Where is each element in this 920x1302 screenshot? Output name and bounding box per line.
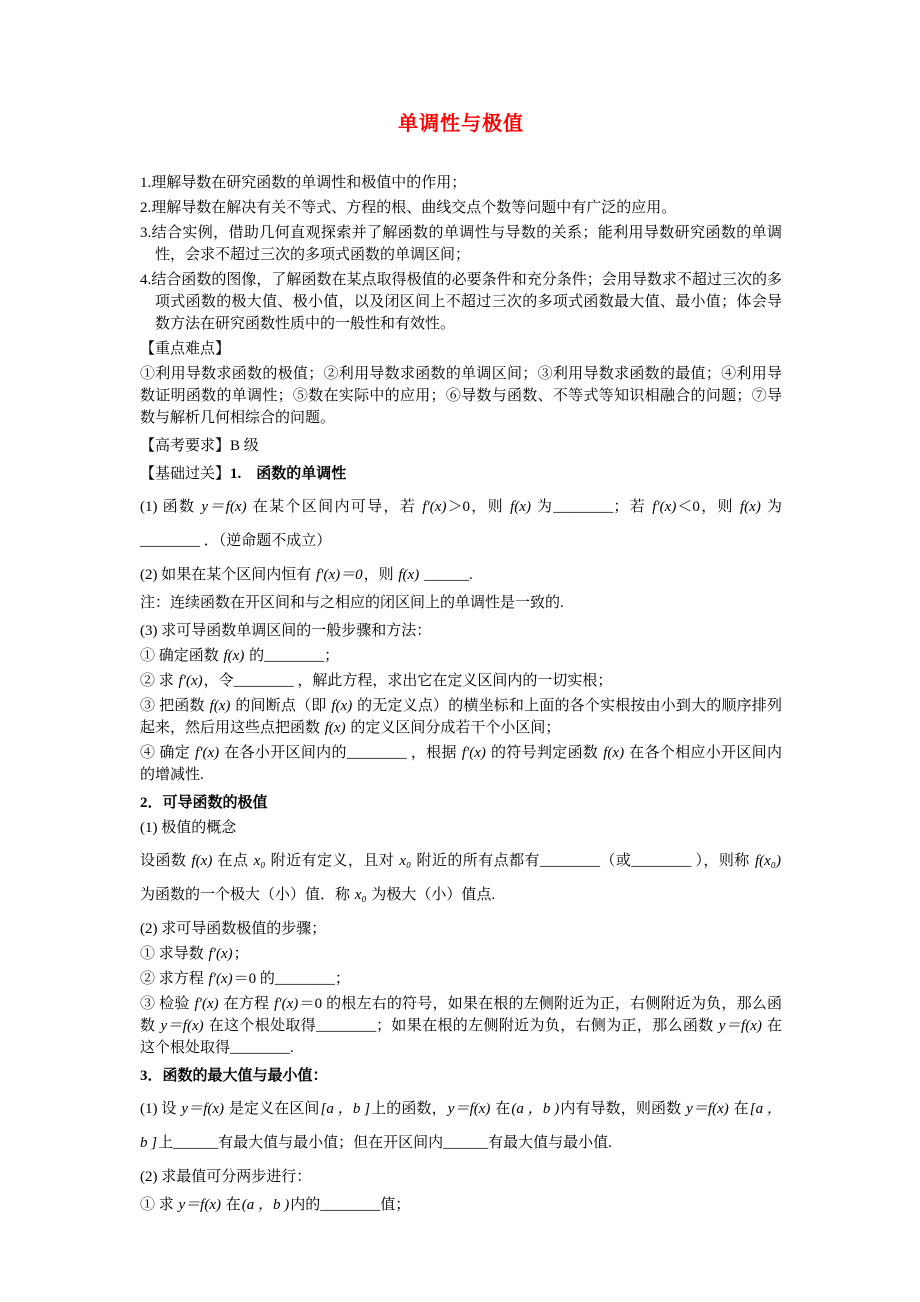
math-expression: f′(x) (652, 499, 677, 515)
math-expression: (a ，b ) (511, 1101, 560, 1117)
math-expression: (a ，b ) (241, 1197, 290, 1213)
paragraph: 2.理解导数在解决有关不等式、方程的根、曲线交点个数等问题中有广泛的应用。 (140, 200, 677, 216)
math-expression: f′(x) (422, 499, 447, 515)
paragraph: 1.理解导数在研究函数的单调性和极值中的作用； (140, 175, 467, 191)
paragraph: (2) 求可导函数极值的步骤； (140, 921, 327, 937)
paragraph: (3) 求可导函数单调区间的一般步骤和方法： (140, 623, 432, 639)
math-expression: f(x) (331, 698, 353, 714)
paragraph: ③ 把函数 f(x) 的间断点（即 f(x) 的无定义点）的横坐标和上面的各个实根按由小到大的顺序排列起来，然后用这些点把函数 f(x) 的定义区间分成若干个小区间； (140, 698, 782, 736)
paragraph: 【基础过关】1. 函数的单调性 (140, 466, 347, 482)
math-expression: y＝f(x) (447, 1101, 491, 1117)
math-expression: f(x) (510, 499, 531, 515)
paragraph: ① 确定函数 f(x) 的________； (140, 648, 340, 664)
paragraph: (2) 求最值可分两步进行： (140, 1169, 312, 1185)
math-expression: y＝f(x) (718, 1018, 762, 1034)
math-expression: f(x) (740, 499, 761, 515)
math-expression: f′(x) (194, 996, 219, 1012)
math-expression: f′(x) (274, 996, 299, 1012)
document-title: 单调性与极值 (398, 113, 524, 135)
math-expression: f′(x)＝0 (316, 567, 363, 583)
math-expression: [a ，b ] (320, 1101, 371, 1117)
paragraph: 注：连续函数在开区间和与之相应的闭区间上的单调性是一致的. (140, 595, 564, 611)
paragraph: 设函数 f(x) 在点 x₀ 附近有定义，且对 x₀ 附近的所有点都有________（或________ ），则称 f(x₀) 为函数的一个极大（小）值．称 x₀ 为极大（小）值点. (140, 853, 781, 903)
math-expression: f′(x) (195, 745, 220, 761)
paragraph: 3.结合实例，借助几何直观探索并了解函数的单调性与导数的关系；能利用导数研究函数的单调性，会求不超过三次的多项式函数的单调区间； (140, 225, 782, 263)
paragraph: 2．可导函数的极值 (140, 795, 268, 811)
paragraph: ① 求导数 f′(x)； (140, 946, 249, 962)
paragraph: ④ 确定 f′(x) 在各小开区间内的________ ，根据 f′(x) 的符号判定函数 f(x) 在各个相应小开区间内的增减性. (140, 745, 782, 783)
paragraph: ② 求方程 f′(x)＝0 的________； (140, 971, 350, 987)
paragraph: 3．函数的最大值与最小值： (140, 1068, 328, 1084)
math-expression: y＝f(x) (181, 1101, 225, 1117)
text-run: 1. 函数的单调性 (230, 466, 347, 482)
paragraph: (1) 设 y＝f(x) 是定义在区间[a ，b ]上的函数，y＝f(x) 在(a ，b )内有导数，则函数 y＝f(x) 在[a ，b ]上______有最大值与最小值；但在开区间内______有最大值与最小值. (140, 1101, 782, 1151)
math-expression: f′(x) (461, 745, 486, 761)
paragraph: ① 求 y＝f(x) 在(a ，b )内的________值； (140, 1197, 411, 1213)
paragraph: 4.结合函数的图像，了解函数在某点取得极值的必要条件和充分条件；会用导数求不超过三次的多项式函数的极大值、极小值，以及闭区间上不超过三次的多项式函数最大值、最小值；体会导数方法在研究函数性质中的一般性和有效性。 (140, 272, 782, 332)
math-expression: f(x) (191, 853, 213, 869)
paragraph: (2) 如果在某个区间内恒有 f′(x)＝0，则 f(x) ______. (140, 567, 473, 583)
paragraph: ③ 检验 f′(x) 在方程 f′(x)＝0 的根左右的符号，如果在根的左侧附近为正，右侧附近为负，那么函数 y＝f(x) 在这个根处取得________；如果在根的左侧附近为负，右侧为正，那么函数 y＝f(x) 在这个根处取得________. (140, 996, 782, 1056)
math-expression: x₀ (253, 853, 266, 869)
math-expression: f(x) (223, 648, 245, 664)
math-expression: y＝f(x) (201, 499, 247, 515)
paragraph: ①利用导数求函数的极值；②利用导数求函数的单调区间；③利用导数求函数的最值；④利用导数证明函数的单调性；⑤数在实际中的应用；⑥导数与函数、不等式等知识相融合的问题；⑦导数与解析几何相综合的问题。 (140, 366, 782, 426)
math-expression: f′(x) (208, 946, 233, 962)
math-expression: y＝f(x) (686, 1101, 729, 1117)
math-expression: f(x) (603, 745, 625, 761)
math-expression: f(x) (398, 567, 420, 583)
document-body (140, 172, 782, 1216)
paragraph: (1) 函数 y＝f(x) 在某个区间内可导，若 f′(x)＞0，则 f(x) 为________；若 f′(x)＜0，则 f(x) 为________ ．（逆命题不成立） (140, 499, 782, 549)
math-expression: f′(x) (208, 971, 233, 987)
paragraph: ② 求 f′(x)，令________ ，解此方程，求出它在定义区间内的一切实根； (140, 673, 613, 689)
math-expression: f′(x) (178, 673, 203, 689)
math-expression: f(x₀) (754, 853, 781, 869)
math-expression: [a ，b ] (140, 1101, 782, 1151)
paragraph: 【重点难点】 (140, 341, 231, 357)
math-expression: y＝f(x) (178, 1197, 221, 1213)
math-expression: f(x) (324, 720, 346, 736)
math-expression: x₀ (354, 887, 367, 903)
paragraph: 【高考要求】B 级 (140, 438, 259, 454)
paragraph: (1) 极值的概念 (140, 820, 237, 836)
math-expression: x₀ (399, 853, 412, 869)
math-expression: f(x) (209, 698, 231, 714)
math-expression: y＝f(x) (160, 1018, 204, 1034)
